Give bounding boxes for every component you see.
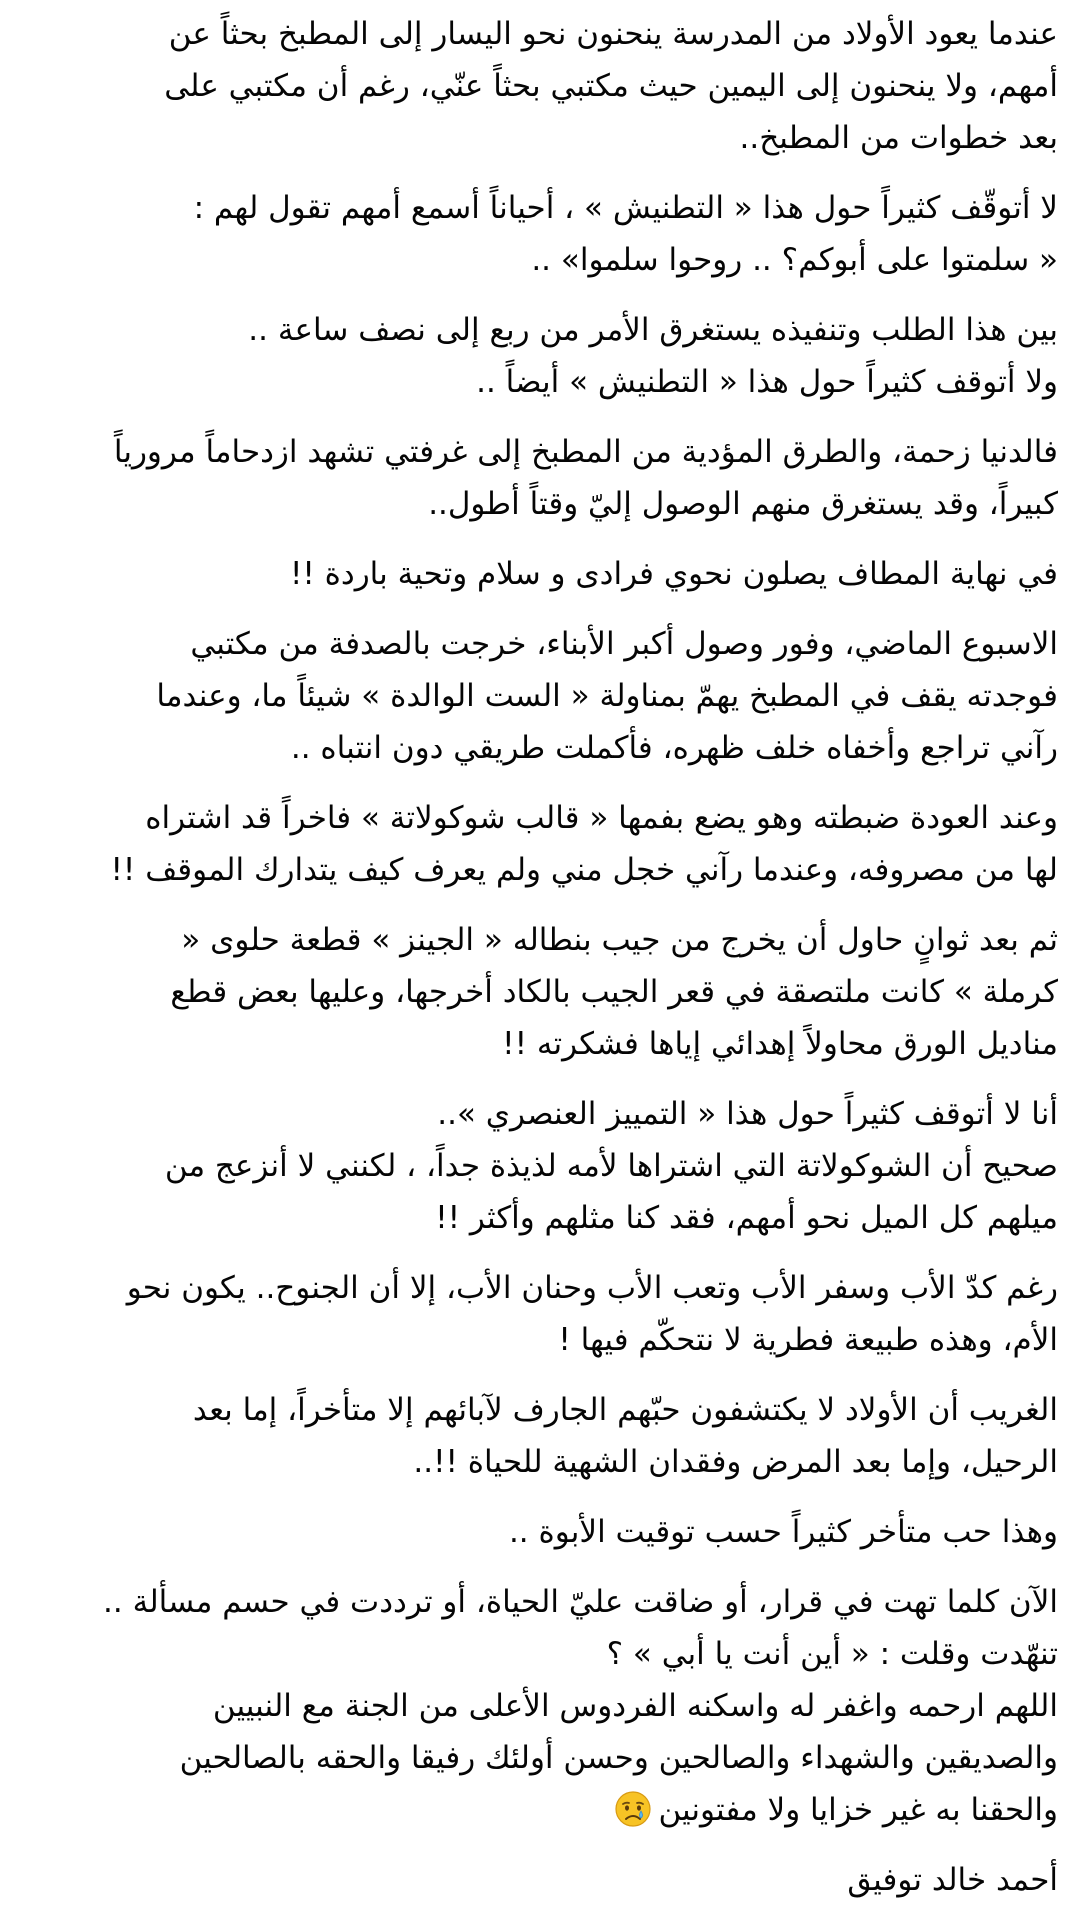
text-line: بعد خطوات من المطبخ.. bbox=[739, 120, 1058, 156]
signature: أحمد خالد توفيق bbox=[847, 1862, 1058, 1898]
text-line: والصديقين والشهداء والصالحين وحسن أولئك رفيقا والحقه بالصالحين bbox=[179, 1740, 1058, 1776]
text-line: تنهّدت وقلت : « أين أنت يا أبي » ؟ bbox=[606, 1636, 1058, 1672]
sad-tear-face-emoji bbox=[614, 1790, 652, 1828]
text-line: ولا أتوقف كثيراً حول هذا « التطنيش » أيضاً .. bbox=[476, 364, 1058, 400]
text-line: الرحيل، وإما بعد المرض وفقدان الشهية للحياة !!.. bbox=[413, 1444, 1058, 1480]
text-line: وعند العودة ضبطته وهو يضع بفمها « قالب شوكولاتة » فاخراً قد اشتراه bbox=[145, 800, 1058, 836]
text-line: والحقنا به غير خزايا ولا مفتونين bbox=[658, 1792, 1058, 1828]
text-line: الآن كلما تهت في قرار، أو ضاقت عليّ الحياة، أو ترددت في حسم مسألة .. bbox=[103, 1584, 1058, 1620]
text-line: فالدنيا زحمة، والطرق المؤدية من المطبخ إلى غرفتي تشهد ازدحاماً مرورياً bbox=[113, 434, 1058, 470]
text-line: بين هذا الطلب وتنفيذه يستغرق الأمر من ربع إلى نصف ساعة .. bbox=[248, 312, 1058, 348]
paragraph-5 bbox=[18, 548, 1058, 600]
text-line: لها من مصروفه، وعندما رآني خجل مني ولم يعرف كيف يتدارك الموقف !! bbox=[110, 852, 1058, 888]
text-line: لا أتوقّف كثيراً حول هذا « التطنيش » ، أحياناً أسمع أمهم تقول لهم : bbox=[193, 190, 1058, 226]
text-line: صحيح أن الشوكولاتة التي اشتراها لأمه لذيذة جداً، ، لكنني لا أنزعج من bbox=[164, 1148, 1058, 1184]
text-line: كبيراً، وقد يستغرق منهم الوصول إليّ وقتاً أطول.. bbox=[428, 486, 1058, 522]
text-line: وهذا حب متأخر كثيراً حسب توقيت الأبوة .. bbox=[508, 1514, 1058, 1550]
text-line: الغريب أن الأولاد لا يكتشفون حبّهم الجارف لآبائهم إلا متأخراً، إما بعد bbox=[192, 1392, 1058, 1428]
text-line: أنا لا أتوقف كثيراً حول هذا « التمييز العنصري ».. bbox=[437, 1096, 1058, 1132]
paragraph-3 bbox=[18, 304, 1058, 408]
paragraph-10 bbox=[18, 1262, 1058, 1366]
text-line: ميلهم كل الميل نحو أمهم، فقد كنا مثلهم وأكثر !! bbox=[435, 1200, 1058, 1236]
post-body bbox=[18, 8, 1058, 1906]
paragraph-12 bbox=[18, 1506, 1058, 1558]
paragraph-6 bbox=[18, 618, 1058, 774]
text-line: رغم كدّ الأب وسفر الأب وتعب الأب وحنان الأب، إلا أن الجنوح.. يكون نحو bbox=[126, 1270, 1058, 1306]
text-line: عندما يعود الأولاد من المدرسة ينحنون نحو اليسار إلى المطبخ بحثاً عن bbox=[168, 16, 1058, 52]
paragraph-7 bbox=[18, 792, 1058, 896]
paragraph-2 bbox=[18, 182, 1058, 286]
text-line: « سلمتوا على أبوكم؟ .. روحوا سلموا» .. bbox=[531, 242, 1058, 278]
text-line: كرملة » كانت ملتصقة في قعر الجيب بالكاد أخرجها، وعليها بعض قطع bbox=[170, 974, 1058, 1010]
paragraph-8 bbox=[18, 914, 1058, 1070]
paragraph-11 bbox=[18, 1384, 1058, 1488]
paragraph-4 bbox=[18, 426, 1058, 530]
text-line: ثم بعد ثوانٍ حاول أن يخرج من جيب بنطاله « الجينز » قطعة حلوى « bbox=[181, 922, 1058, 958]
text-line-with-emoji bbox=[18, 1784, 1058, 1836]
paragraph-1 bbox=[18, 8, 1058, 164]
text-line: الأم، وهذه طبيعة فطرية لا نتحكّم فيها ! bbox=[558, 1322, 1058, 1358]
text-line: مناديل الورق محاولاً إهدائي إياها فشكرته !! bbox=[502, 1026, 1058, 1062]
text-line: في نهاية المطاف يصلون نحوي فرادى و سلام وتحية باردة !! bbox=[289, 556, 1058, 592]
text-line: اللهم ارحمه واغفر له واسكنه الفردوس الأعلى من الجنة مع النبيين bbox=[212, 1688, 1058, 1724]
paragraph-13 bbox=[18, 1576, 1058, 1836]
text-line: رآني تراجع وأخفاه خلف ظهره، فأكملت طريقي دون انتباه .. bbox=[290, 730, 1058, 766]
text-line: الاسبوع الماضي، وفور وصول أكبر الأبناء، خرجت بالصدفة من مكتبي bbox=[190, 626, 1058, 662]
text-line: أمهم، ولا ينحنون إلى اليمين حيث مكتبي بحثاً عنّي، رغم أن مكتبي على bbox=[164, 68, 1058, 104]
paragraph-9 bbox=[18, 1088, 1058, 1244]
text-line: فوجدته يقف في المطبخ يهمّ بمناولة « الست الوالدة » شيئاً ما، وعندما bbox=[156, 678, 1058, 714]
